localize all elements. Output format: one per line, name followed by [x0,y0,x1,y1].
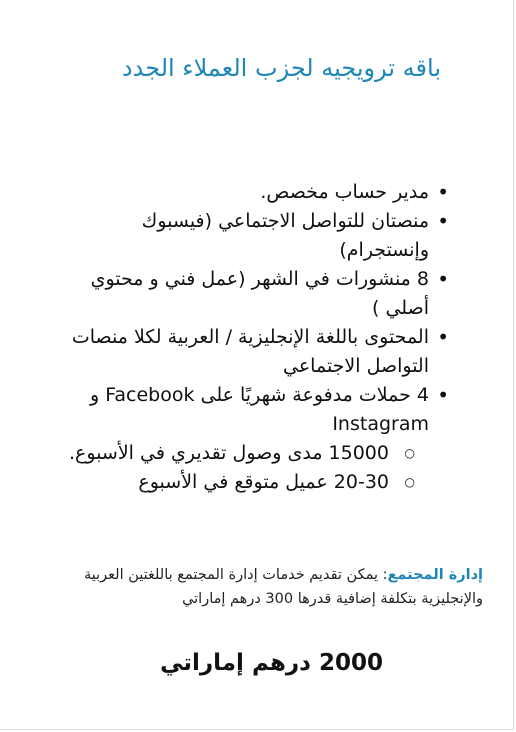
feature-item: • منصتان للتواصل الاجتماعي (فيسبوك وإنستجرام) [49,207,429,265]
community-text: : يمكن تقديم خدمات إدارة المجتمع باللغتين العربية والإنجليزية بتكلفة إضافية قدرها 300 درهم إماراتي [83,567,483,607]
features-list [49,178,451,497]
sub-feature-item: ○ 15000 مدى وصول تقديري في الأسبوع. [49,439,389,468]
feature-item: • المحتوى باللغة الإنجليزية / العربية لكلا منصات التواصل الاجتماعي [49,323,429,381]
feature-item-label: 4 حملات مدفوعة شهريًا على Facebook و Instagram [89,384,429,435]
campaign-details-list [49,439,429,497]
sub-feature-item: ○ 20-30 عميل متوقع في الأسبوع [49,468,389,497]
feature-item: • مدير حساب مخصص. [49,178,429,207]
feature-item-campaigns [49,381,429,497]
community-management-note [23,563,483,611]
package-title: باقه ترويجيه لجزب العملاء الجدد [121,54,441,82]
community-label: إدارة المجتمع [387,567,483,583]
feature-item: • 8 منشورات في الشهر (عمل فني و محتوي أصلي ) [49,265,429,323]
package-price: 2000 درهم إماراتي [160,650,383,676]
